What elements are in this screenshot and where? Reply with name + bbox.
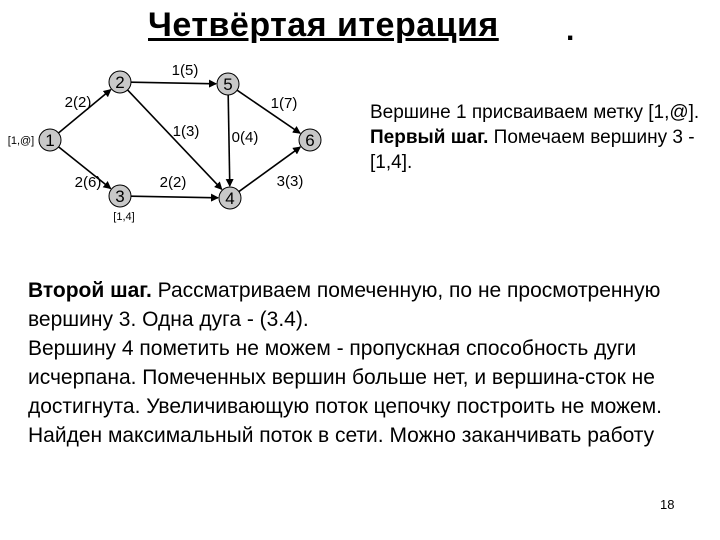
node-label-3: 3 <box>115 187 125 206</box>
edge-label-1-2: 2(2) <box>64 94 92 111</box>
node-label-4: 4 <box>225 189 235 208</box>
body-text-line3: Найден максимальный поток в сети. Можно заканчивать работу <box>28 424 655 447</box>
node-3 <box>109 185 131 207</box>
right-text-step-paragraph <box>370 125 710 175</box>
node-label-2: 2 <box>115 73 125 92</box>
edge-label-2-4: 1(3) <box>172 123 200 140</box>
node-6 <box>299 129 321 151</box>
body-text-line2: Вершину 4 пометить не можем - пропускная способность дуги исчерпана. Помеченных вершин больше нет, и вершина-сток не достигнута. Увеличивающую поток цепочку построить не можем. <box>28 337 663 418</box>
edge-label-5-4: 0(4) <box>231 129 259 146</box>
right-text-block <box>370 100 710 175</box>
slide-title: Четвёртая итерация <box>148 6 499 44</box>
second-step-label: Второй шаг. <box>28 279 152 302</box>
edge-label-2-5: 1(5) <box>171 62 199 79</box>
node-mark-1: [1,@] <box>7 135 35 147</box>
edge-label-1-3: 2(6) <box>74 174 102 191</box>
node-mark-3: [1,4] <box>113 211 135 223</box>
body-text-block <box>28 276 713 450</box>
node-label-1: 1 <box>45 131 55 150</box>
node-label-6: 6 <box>305 131 315 150</box>
network-graph <box>0 0 360 240</box>
edge-label-3-4: 2(2) <box>159 174 187 191</box>
edge-label-4-6: 3(3) <box>276 173 304 190</box>
edge-5-4 <box>228 95 230 186</box>
node-label-5: 5 <box>223 75 233 94</box>
node-5 <box>217 73 239 95</box>
first-step-text: Помечаем вершину 3 - [1,4]. <box>370 127 695 173</box>
title-dot: . <box>566 14 575 47</box>
first-step-label: Первый шаг. <box>370 127 489 148</box>
node-4 <box>219 187 241 209</box>
second-step-text: Рассматриваем помеченную, по не просмотренную вершину 3. Одна дуга - (3.4). <box>28 279 661 331</box>
right-text-line1: Вершине 1 присваиваем метку [1,@]. <box>370 102 700 123</box>
page-number: 18 <box>660 497 675 512</box>
edge-2-5 <box>131 82 216 84</box>
edge-3-4 <box>131 196 218 198</box>
edge-label-5-6: 1(7) <box>270 95 298 112</box>
node-2 <box>109 71 131 93</box>
body-step-paragraph <box>28 276 713 334</box>
node-1 <box>39 129 61 151</box>
